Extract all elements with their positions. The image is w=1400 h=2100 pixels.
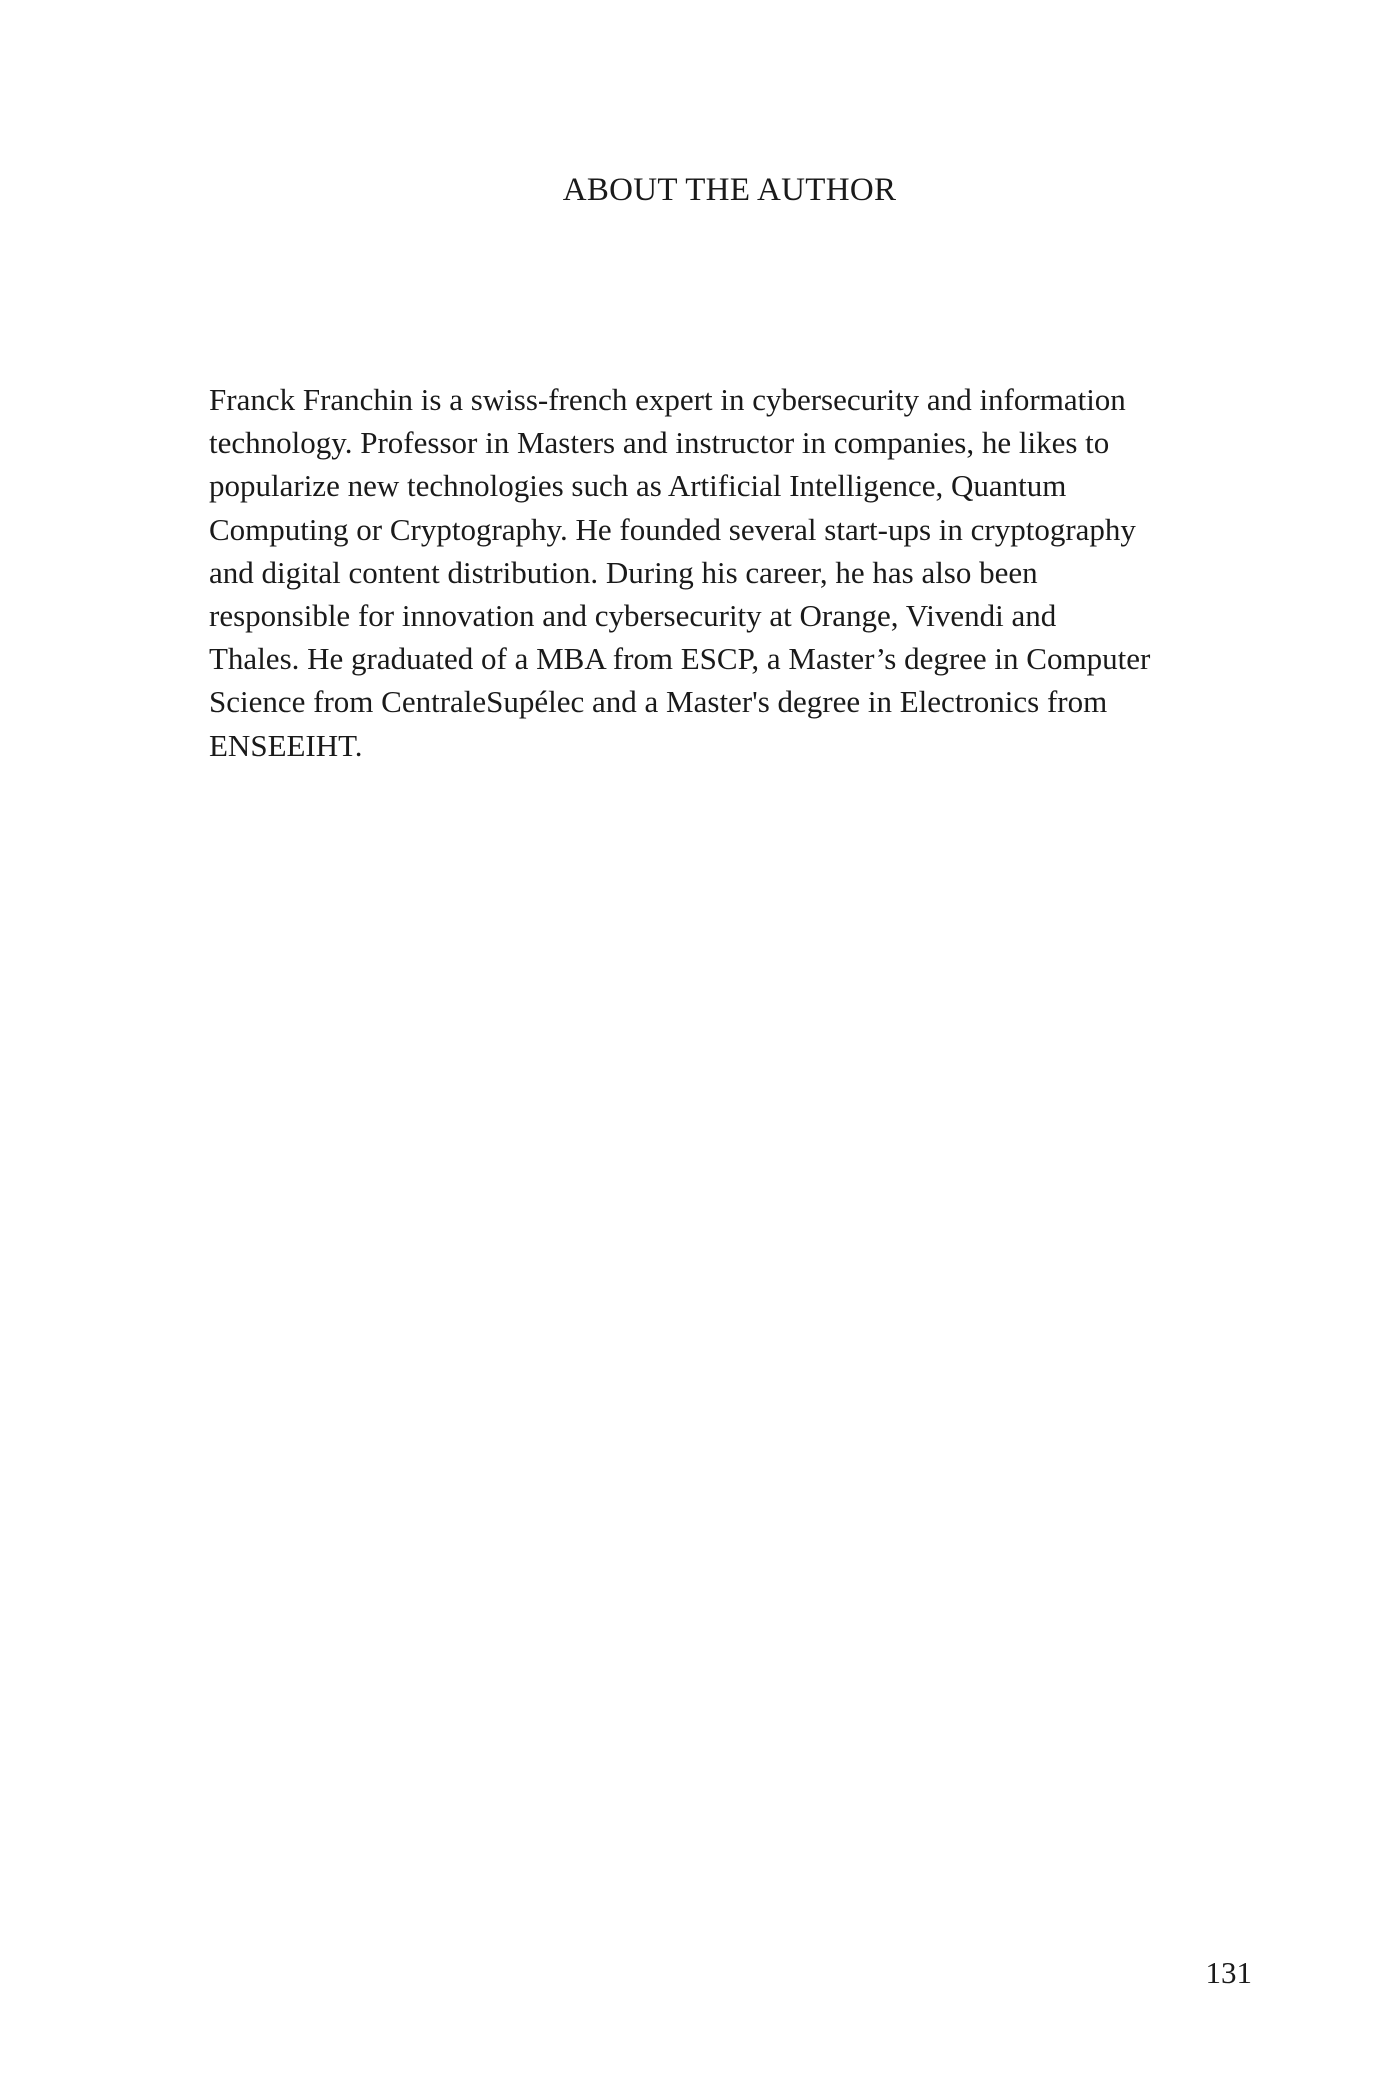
page-number: 131 [1205, 1955, 1252, 1990]
bio-line-2: technology. Professor in Masters and instructor in companies, he likes to [209, 425, 1110, 461]
bio-line-6: responsible for innovation and cybersecurity at Orange, Vivendi and [209, 598, 1057, 634]
bio-line-9: ENSEEIHT. [209, 727, 363, 763]
author-bio-paragraph [209, 378, 1269, 767]
bio-line-7: Thales. He graduated of a MBA from ESCP, a Master’s degree in Computer [209, 641, 1151, 677]
bio-line-1: Franck Franchin is a swiss-french expert in cybersecurity and information [209, 382, 1126, 417]
bio-line-8: Science from CentraleSupélec and a Master's degree in Electronics from [209, 684, 1108, 720]
bio-line-4: Computing or Cryptography. He founded several start-ups in cryptography [209, 511, 1136, 547]
section-heading: ABOUT THE AUTHOR [562, 172, 897, 208]
bio-line-3: popularize new technologies such as Artificial Intelligence, Quantum [209, 468, 1067, 504]
bio-line-5: and digital content distribution. During his career, he has also been [209, 554, 1038, 590]
